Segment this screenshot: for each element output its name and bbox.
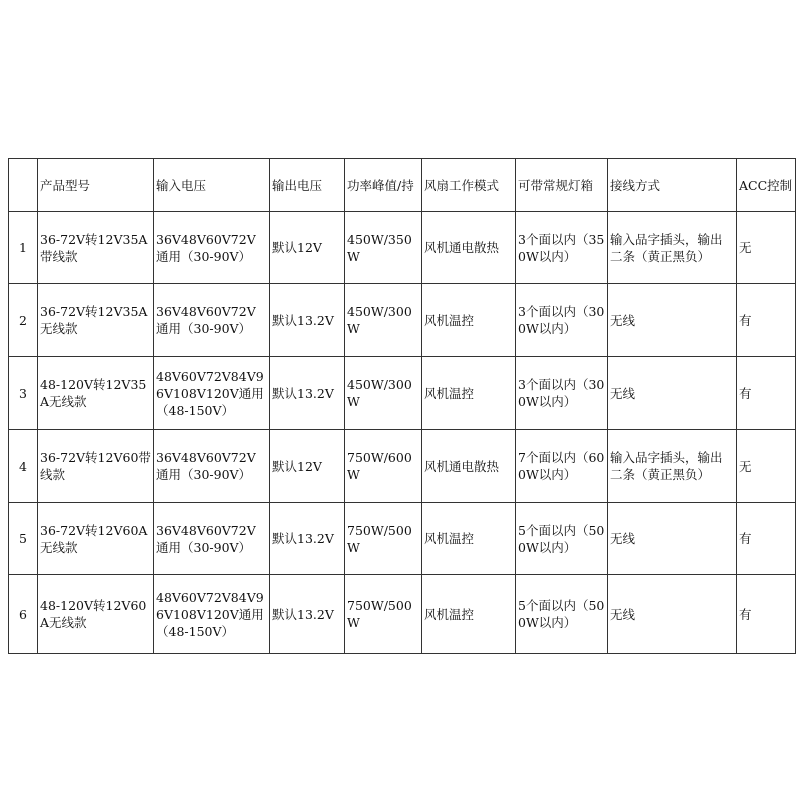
- product-model: 48-120V转12V35A无线款: [38, 357, 154, 430]
- acc-control: 有: [737, 284, 796, 357]
- header-cell: 输入电压: [154, 159, 270, 212]
- row-index: 4: [9, 430, 38, 503]
- header-cell: 产品型号: [38, 159, 154, 212]
- table-row: [9, 575, 796, 654]
- output-voltage: 默认13.2V: [270, 503, 345, 575]
- lightbox-capacity: 7个面以内（600W以内）: [516, 430, 608, 503]
- output-voltage: 默认13.2V: [270, 575, 345, 654]
- output-voltage: 默认12V: [270, 430, 345, 503]
- power-rating: 450W/350W: [345, 212, 422, 284]
- power-rating: 450W/300W: [345, 357, 422, 430]
- input-voltage: 36V48V60V72V通用（30-90V）: [154, 284, 270, 357]
- wiring-method: 无线: [608, 284, 737, 357]
- wiring-method: 无线: [608, 357, 737, 430]
- output-voltage: 默认12V: [270, 212, 345, 284]
- output-voltage: 默认13.2V: [270, 284, 345, 357]
- table-row: [9, 212, 796, 284]
- product-model: 48-120V转12V60A无线款: [38, 575, 154, 654]
- wiring-method: 输入品字插头，输出二条（黄正黑负）: [608, 430, 737, 503]
- output-voltage: 默认13.2V: [270, 357, 345, 430]
- product-model: 36-72V转12V60带线款: [38, 430, 154, 503]
- acc-control: 有: [737, 503, 796, 575]
- header-cell: 接线方式: [608, 159, 737, 212]
- lightbox-capacity: 3个面以内（300W以内）: [516, 357, 608, 430]
- row-index: 2: [9, 284, 38, 357]
- fan-mode: 风机温控: [422, 503, 516, 575]
- table-row: [9, 284, 796, 357]
- header-cell: 可带常规灯箱: [516, 159, 608, 212]
- fan-mode: 风机温控: [422, 284, 516, 357]
- input-voltage: 48V60V72V84V96V108V120V通用（48-150V）: [154, 357, 270, 430]
- row-index: 1: [9, 212, 38, 284]
- row-index: 5: [9, 503, 38, 575]
- acc-control: 有: [737, 357, 796, 430]
- lightbox-capacity: 3个面以内（350W以内）: [516, 212, 608, 284]
- wiring-method: 无线: [608, 503, 737, 575]
- input-voltage: 48V60V72V84V96V108V120V通用（48-150V）: [154, 575, 270, 654]
- input-voltage: 36V48V60V72V通用（30-90V）: [154, 503, 270, 575]
- fan-mode: 风机通电散热: [422, 430, 516, 503]
- row-index: 6: [9, 575, 38, 654]
- power-rating: 750W/500W: [345, 575, 422, 654]
- lightbox-capacity: 3个面以内（300W以内）: [516, 284, 608, 357]
- power-rating: 450W/300W: [345, 284, 422, 357]
- fan-mode: 风机温控: [422, 357, 516, 430]
- table-row: [9, 430, 796, 503]
- table-header-row: [9, 159, 796, 212]
- acc-control: 有: [737, 575, 796, 654]
- fan-mode: 风机温控: [422, 575, 516, 654]
- product-model: 36-72V转12V60A无线款: [38, 503, 154, 575]
- product-model: 36-72V转12V35A带线款: [38, 212, 154, 284]
- lightbox-capacity: 5个面以内（500W以内）: [516, 503, 608, 575]
- header-cell: ACC控制: [737, 159, 796, 212]
- header-cell: [9, 159, 38, 212]
- power-rating: 750W/600W: [345, 430, 422, 503]
- wiring-method: 输入品字插头，输出二条（黄正黑负）: [608, 212, 737, 284]
- input-voltage: 36V48V60V72V通用（30-90V）: [154, 430, 270, 503]
- fan-mode: 风机通电散热: [422, 212, 516, 284]
- wiring-method: 无线: [608, 575, 737, 654]
- row-index: 3: [9, 357, 38, 430]
- table-row: [9, 357, 796, 430]
- spec-table: [8, 158, 796, 654]
- header-cell: 功率峰值/持: [345, 159, 422, 212]
- input-voltage: 36V48V60V72V通用（30-90V）: [154, 212, 270, 284]
- acc-control: 无: [737, 212, 796, 284]
- header-cell: 风扇工作模式: [422, 159, 516, 212]
- acc-control: 无: [737, 430, 796, 503]
- table-row: [9, 503, 796, 575]
- power-rating: 750W/500W: [345, 503, 422, 575]
- lightbox-capacity: 5个面以内（500W以内）: [516, 575, 608, 654]
- header-cell: 输出电压: [270, 159, 345, 212]
- product-model: 36-72V转12V35A无线款: [38, 284, 154, 357]
